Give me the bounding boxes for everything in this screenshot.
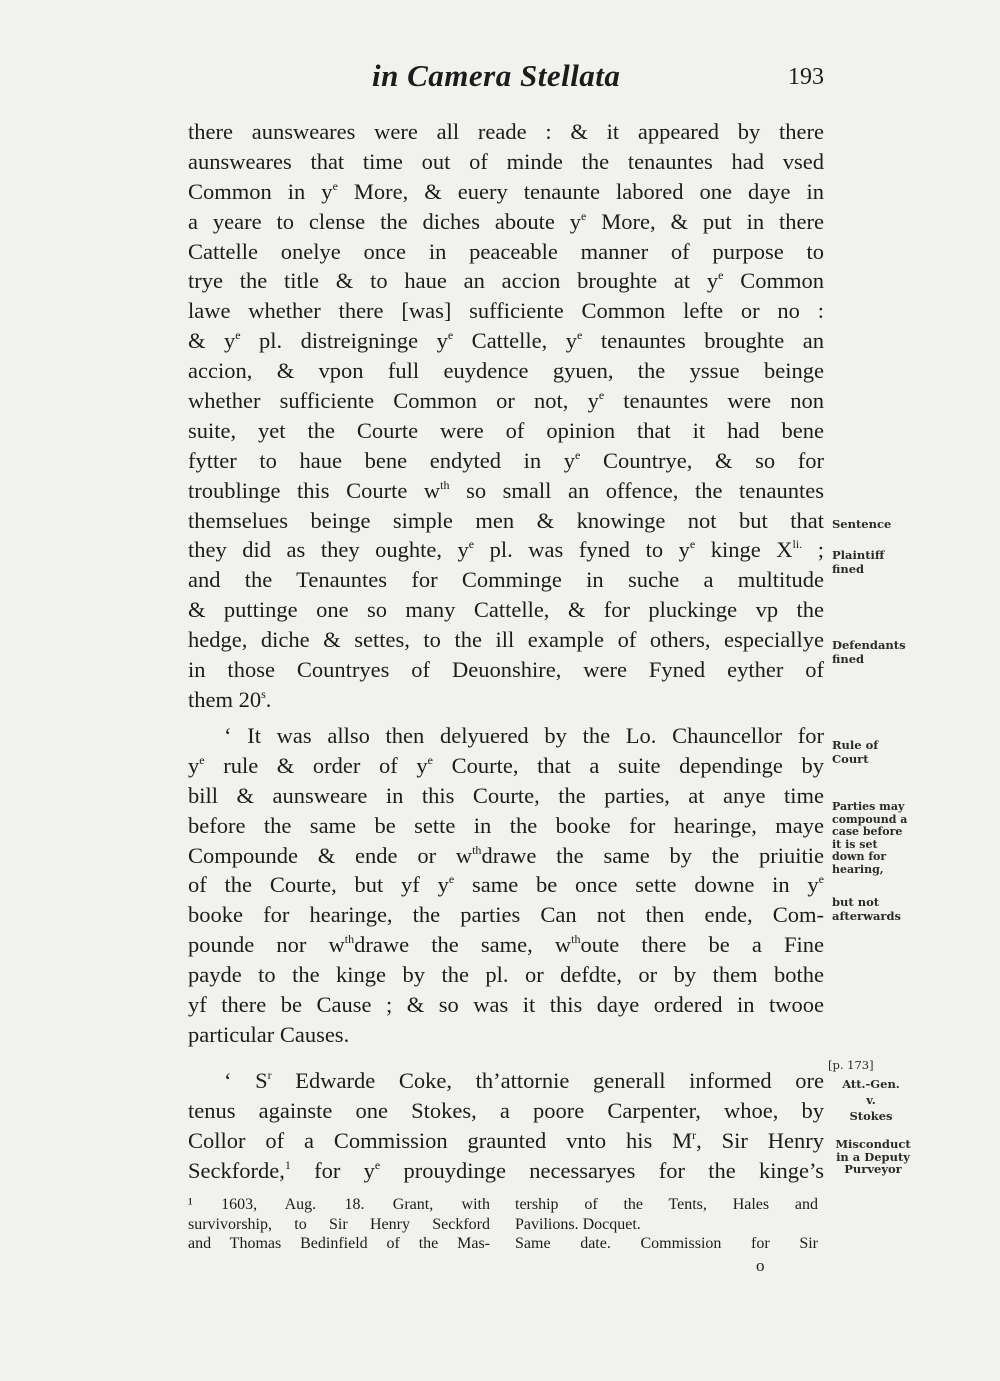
paragraph-1 <box>188 117 824 715</box>
footnote-right-column <box>515 1195 818 1254</box>
note-line: Court <box>832 752 869 766</box>
margin-note-but-not <box>832 895 901 923</box>
superscript: th <box>472 842 482 857</box>
text-line: payde to the kinge by the pl. or defdte, or by them bothe <box>188 962 824 988</box>
superscript: e <box>235 328 241 343</box>
superscript: s <box>261 686 266 701</box>
text-line: lawe whether there [was] sufficiente Common lefte or no : <box>188 298 824 324</box>
text-line: troublinge this Courte $w^{th}$ so small an offence, the tenauntes <box>188 477 824 503</box>
text-line: & $y^e$ pl. distreigninge $y^e$ Cattelle, $y^e$ tenauntes broughte an <box>188 328 824 354</box>
running-title: in Camera Stellata <box>372 58 621 93</box>
superscript: li. <box>792 537 803 552</box>
footnote-line: ¹ 1603, Aug. 18. Grant, with <box>188 1196 490 1213</box>
text-line: and the Tenauntes for Comminge in suche a multitude <box>188 567 824 593</box>
text-line: Cattelle onelye once in peaceable manner of purpose to <box>188 238 824 264</box>
note-line: afterwards <box>832 909 902 923</box>
text-line: ‘ It was allso then delyuered by the Lo. Chauncellor for <box>224 723 824 748</box>
text-line: they did as they oughte, $y^e$ pl. was fyned to $y^e$ kinge $X^{li.}$ ; <box>188 537 824 563</box>
note-line: Defendants <box>832 638 906 652</box>
text-line: them 20$^s$. <box>188 686 272 712</box>
superscript: e <box>818 872 824 887</box>
text-line: tenus againste one Stokes, a poore Carpenter, whoe, by <box>188 1097 824 1123</box>
note-line: Rule of <box>832 738 879 752</box>
margin-note-plaintiff-fined <box>832 548 884 576</box>
note-line: Misconduct <box>835 1137 911 1151</box>
margin-note-defendants-fined <box>832 638 906 666</box>
text-line: particular Causes. <box>188 1021 350 1047</box>
text-line: trye the title & to haue an accion broughte at $y^e$ Common <box>188 268 824 294</box>
note-line: but not <box>832 895 880 909</box>
footnote-line: survivorship, to Sir Henry Seckford <box>188 1215 490 1233</box>
text-line: ‘ $S^r$ Edwarde Coke, th’attornie generall informed ore <box>224 1068 824 1093</box>
note-line: v. <box>866 1093 876 1107</box>
text-line: Compounde & ende or $w^{th}drawe$ the same by the priuitie <box>188 842 824 868</box>
superscript: 1 <box>284 1157 291 1172</box>
note-line: down for <box>832 850 887 863</box>
superscript: e <box>689 537 696 552</box>
margin-note-case-title <box>828 1076 914 1124</box>
text-line: hedge, diche & settes, to the ill example of others, especiallye <box>188 627 824 653</box>
superscript: e <box>577 328 583 343</box>
superscript: e <box>427 752 433 767</box>
superscript: e <box>468 537 475 552</box>
text-line: $y^e$ rule & order of $y^e$ Courte, that a suite dependinge by <box>188 752 824 778</box>
text-line: accion, & vpon full euydence gyuen, the yssue beinge <box>188 358 824 384</box>
superscript: e <box>374 1157 381 1172</box>
note-line: compound a <box>832 812 908 826</box>
note-line: it is set <box>832 837 878 851</box>
page-number: 193 <box>788 64 824 90</box>
note-line: Purveyor <box>844 1162 902 1176</box>
note-line: Att.-Gen. <box>842 1077 900 1091</box>
margin-note-rule-of-court <box>832 738 878 766</box>
signature-mark: o <box>756 1256 765 1275</box>
text-line: aunsweares that time out of minde the tenauntes had vsed <box>188 148 824 174</box>
superscript: e <box>598 388 605 403</box>
superscript: e <box>447 328 454 343</box>
note-line: case before <box>832 825 903 838</box>
text-line: a yeare to clense the diches aboute $y^e$ More, & put in there <box>188 208 824 234</box>
footnote-line: and Thomas Bedinfield of the Mas- <box>188 1235 490 1252</box>
superscript: e <box>575 447 581 462</box>
text-line: there aunsweares were all reade : & it appeared by there <box>188 119 824 144</box>
text-line: booke for hearinge, the parties Can not then ende, Com- <box>188 902 824 928</box>
text-line: & puttinge one so many Cattelle, & for pluckinge vp the <box>188 597 824 623</box>
note-line: Plaintiff <box>832 548 885 562</box>
superscript: e <box>448 872 455 887</box>
note-line: fined <box>832 562 865 576</box>
superscript: e <box>332 178 338 193</box>
note-line: hearing, <box>832 862 884 876</box>
margin-note-parties-compound <box>832 801 907 876</box>
text-line: whether sufficiente Common or not, $y^e$ tenauntes were non <box>188 388 824 414</box>
text-line: of the Courte, but yf $y^e$ same be once sette downe in $y^e$ <box>188 872 824 898</box>
superscript: r <box>692 1127 697 1142</box>
text-line: pounde nor $w^{th}drawe$ the same, $w^{th}oute$ there be a Fine <box>188 932 824 958</box>
superscript: e <box>718 268 724 283</box>
text-line: themselues beinge simple men & knowinge not but that <box>188 507 824 533</box>
note-line: fined <box>832 652 865 666</box>
superscript: e <box>581 208 587 223</box>
text-line: suite, yet the Courte were of opinion that it had bene <box>188 417 824 443</box>
footnote-line: Pavilions. Docquet. <box>515 1215 641 1233</box>
text-line: in those Countryes of Deuonshire, were Fyned eyther of <box>188 657 824 683</box>
margin-note-sentence: Sentence <box>832 517 892 531</box>
note-line: Stokes <box>849 1109 893 1123</box>
note-line: Parties may <box>832 800 905 813</box>
text-line: before the same be sette in the booke for hearinge, maye <box>188 812 824 838</box>
text-line: fytter to haue bene endyted in $y^e$ Countrye, & so for <box>188 447 824 473</box>
superscript: th <box>571 932 581 947</box>
text-line: Common in $y^e$ More, & euery tenaunte labored one daye in <box>188 178 825 204</box>
footnote-line: Same date. Commission for Sir <box>515 1235 818 1252</box>
superscript: th <box>440 477 450 492</box>
paragraph-3 <box>188 1066 824 1186</box>
footnote-line: tership of the Tents, Hales and <box>515 1196 818 1213</box>
text-line: yf there be Cause ; & so was it this daye ordered in twooe <box>188 992 824 1018</box>
superscript: r <box>267 1068 272 1082</box>
text-line: bill & aunsweare in this Courte, the parties, at anye time <box>188 782 824 808</box>
margin-note-misconduct <box>830 1138 916 1176</box>
text-line: Collor of a Commission graunted vnto his $M^r$, Sir Henry <box>188 1127 824 1153</box>
note-line: in a Deputy <box>836 1149 910 1164</box>
superscript: th <box>344 932 355 947</box>
superscript: e <box>199 752 205 767</box>
footnote-left-column <box>188 1195 490 1254</box>
text-line: Seckforde,$^1$ for $y^e$ prouydinge necessaryes for the kinge’s <box>188 1157 824 1183</box>
paragraph-2 <box>188 721 824 1050</box>
margin-note-page-ref: [p. 173] <box>828 1058 874 1072</box>
